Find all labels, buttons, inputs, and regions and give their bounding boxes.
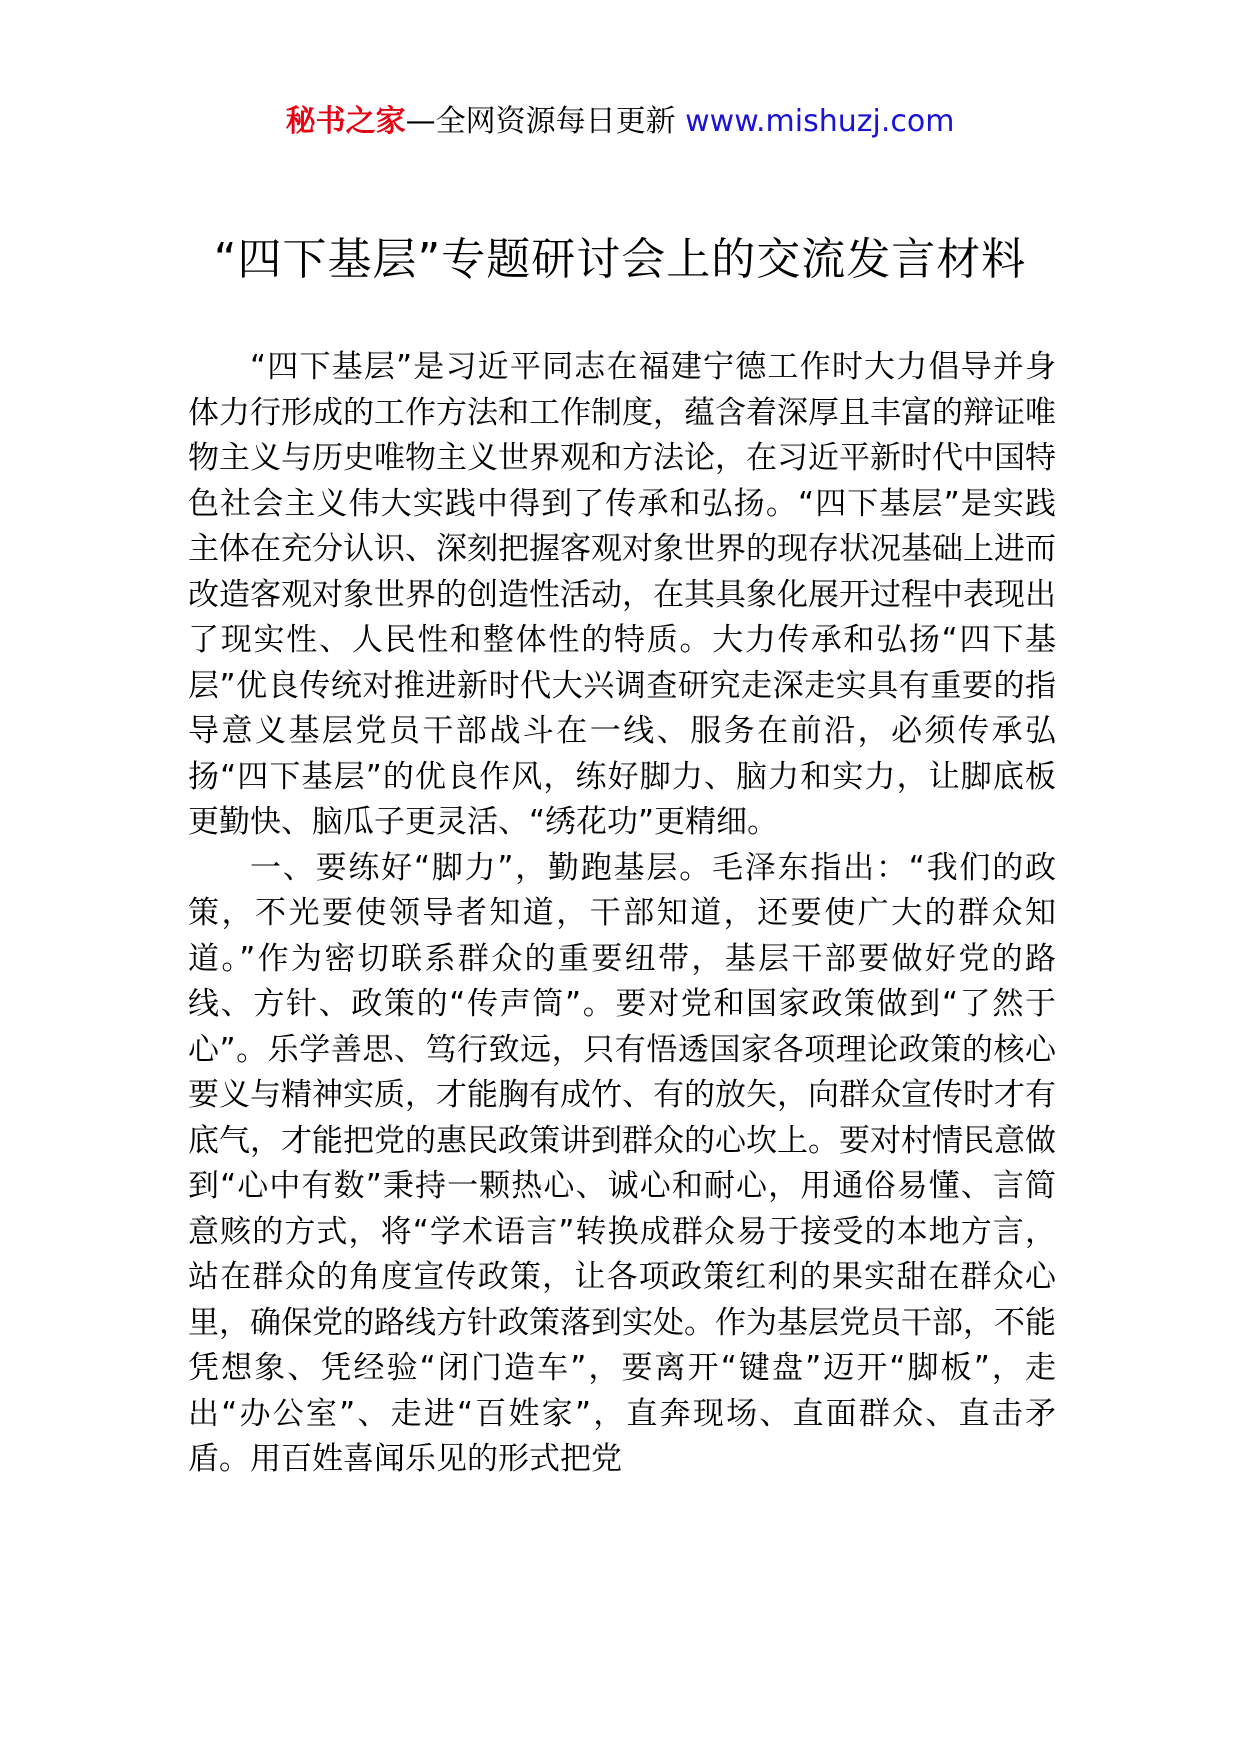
document-body	[188, 345, 1056, 1483]
site-brand: 秘书之家	[285, 104, 406, 139]
paragraph-intro: “四下基层”是习近平同志在福建宁德工作时大力倡导并身体力行形成的工作方法和工作制度，蕴含着深厚且丰富的辩证唯物主义与历史唯物主义世界观和方法论，在习近平新时代中国特色社会主义伟大实践中得到了传承和弘扬。“四下基层”是实践主体在充分认识、深刻把握客观对象世界的现存状况基础上进而改造客观对象世界的创造性活动，在其具象化展开过程中表现出了现实性、人民性和整体性的特质。大力传承和弘扬“四下基层”优良传统对推进新时代大兴调查研究走深走实具有重要的指导意义基层党员干部战斗在一线、服务在前沿，必须传承弘扬“四下基层”的优良作风，练好脚力、脑力和实力，让脚底板更勤快、脑瓜子更灵活、“绣花功”更精细。	[188, 349, 1056, 840]
site-header	[0, 102, 1240, 142]
document-title: “四下基层”专题研讨会上的交流发言材料	[213, 234, 1027, 285]
site-url-link[interactable]: www.mishuzj.com	[685, 104, 955, 139]
paragraph-section-1: 一、要练好“脚力”，勤跑基层。毛泽东指出：“我们的政策，不光要使领导者知道，干部知道，还要使广大的群众知道。”作为密切联系群众的重要纽带，基层干部要做好党的路线、方针、政策的“传声筒”。要对党和国家政策做到“了然于心”。乐学善思、笃行致远，只有悟透国家各项理论政策的核心要义与精神实质，才能胸有成竹、有的放矢，向群众宣传时才有底气，才能把党的惠民政策讲到群众的心坎上。要对村情民意做到“心中有数”秉持一颗热心、诚心和耐心，用通俗易懂、言简意赅的方式，将“学术语言”转换成群众易于接受的本地方言，站在群众的角度宣传政策，让各项政策红利的果实甜在群众心里，确保党的路线方针政策落到实处。作为基层党员干部，不能凭想象、凭经验“闭门造车”，要离开“键盘”迈开“脚板”，走出“办公室”、走进“百姓家”，直奔现场、直面群众、直击矛盾。用百姓喜闻乐见的形式把党	[188, 849, 1056, 1477]
site-slogan: —全网资源每日更新	[405, 104, 686, 139]
